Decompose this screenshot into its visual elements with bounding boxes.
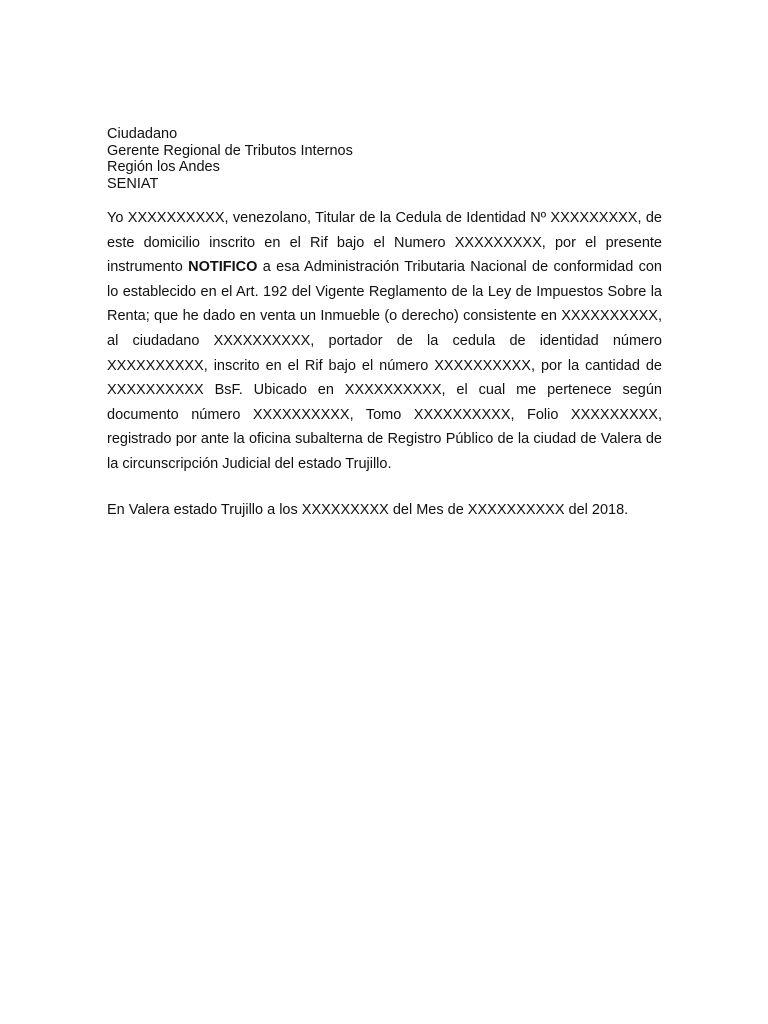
notification-paragraph bbox=[107, 206, 662, 477]
addressee-position: Gerente Regional de Tributos Internos bbox=[107, 142, 353, 159]
closing-line: En Valera estado Trujillo a los XXXXXXXXX del Mes de XXXXXXXXXX del 2018. bbox=[107, 502, 629, 518]
addressee-region: Región los Andes bbox=[107, 159, 220, 175]
addressee-institution: SENIAT bbox=[107, 175, 159, 192]
addressee-block bbox=[107, 126, 667, 192]
notification-keyword: NOTIFICO bbox=[188, 259, 258, 276]
notification-text-start: Yo XXXXXXXXXX, venezolano, Titular de la Cedula de Identidad Nº XXXXXXXXX, de este domicilio inscrito en el Rif bajo el Numero XXXXXXXXX, por el presente instrumento bbox=[107, 210, 662, 276]
notification-text-end: a esa Administración Tributaria Nacional de conformidad con lo establecido en el Art. 192 del Vigente Reglamento de la Ley de Impuestos Sobre la Renta; que he dado en venta un Inmueble (o derecho) consistente en XXXXXXXXXX, al ciudadano XXXXXXXXXX, portador de la cedula de identidad número XXXXXXXXXX, inscrito en el Rif bajo el número XXXXXXXXXX, por la cantidad de XXXXXXXXXX BsF. Ubicado en XXXXXXXXXX, el cual me pertenece según documento número XXXXXXXXXX, Tomo XXXXXXXXXX, Folio XXXXXXXXX, registrado por ante la oficina subalterna de Registro Público de la ciudad de Valera de la circunscripción Judicial del estado Trujillo. bbox=[107, 259, 662, 472]
addressee-salutation: Ciudadano bbox=[107, 126, 178, 142]
